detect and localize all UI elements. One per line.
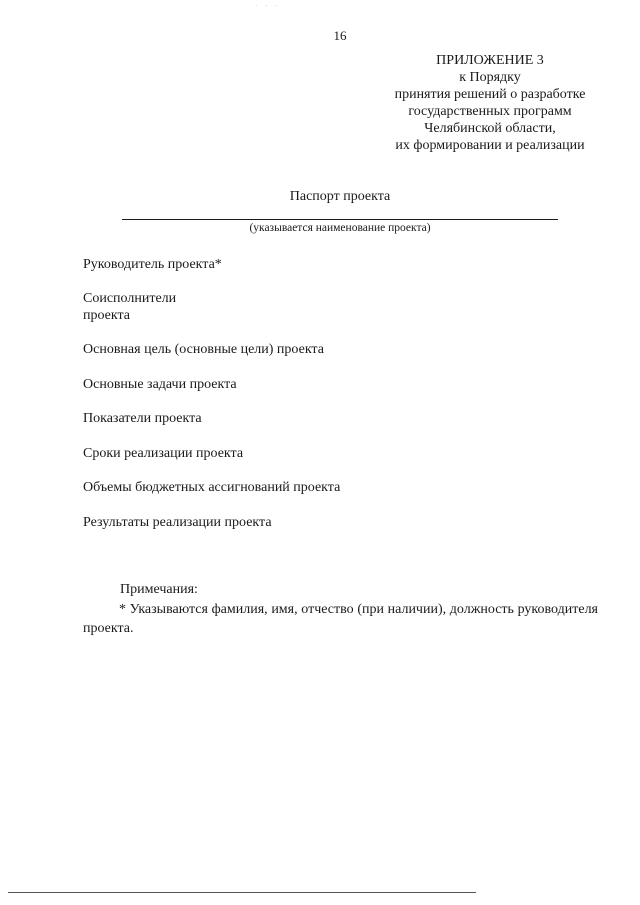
- appendix-line: ПРИЛОЖЕНИЕ 3: [436, 53, 544, 68]
- field-main-tasks: Основные задачи проекта: [83, 377, 237, 392]
- scan-artifact: · · ·: [255, 2, 281, 10]
- appendix-line: государственных программ: [408, 104, 572, 119]
- note-text: * Указываются фамилия, имя, отчество (при наличии), должность руководителя проекта.: [83, 602, 598, 636]
- field-coexecutors: Соисполнители: [83, 291, 177, 306]
- project-name-line: [122, 219, 558, 220]
- appendix-line: Челябинской области,: [424, 121, 556, 136]
- field-timeline: Сроки реализации проекта: [83, 446, 244, 461]
- page-number: 16: [333, 28, 347, 43]
- footer-rule: [8, 892, 476, 893]
- appendix-line: принятия решений о разработке: [394, 87, 586, 102]
- document-title: Паспорт проекта: [289, 189, 391, 204]
- appendix-line: к Порядку: [459, 70, 521, 85]
- appendix-header: [370, 52, 610, 154]
- appendix-line: их формировании и реализации: [395, 138, 585, 153]
- field-indicators: Показатели проекта: [83, 411, 202, 426]
- notes-heading: Примечания:: [120, 582, 198, 597]
- field-budget: Объемы бюджетных ассигнований проекта: [83, 480, 341, 495]
- field-results: Результаты реализации проекта: [83, 515, 272, 530]
- project-name-caption: (указывается наименование проекта): [249, 222, 431, 234]
- field-main-goal: Основная цель (основные цели) проекта: [83, 342, 324, 357]
- field-manager: Руководитель проекта*: [83, 257, 222, 272]
- field-coexecutors-cont: проекта: [83, 308, 130, 323]
